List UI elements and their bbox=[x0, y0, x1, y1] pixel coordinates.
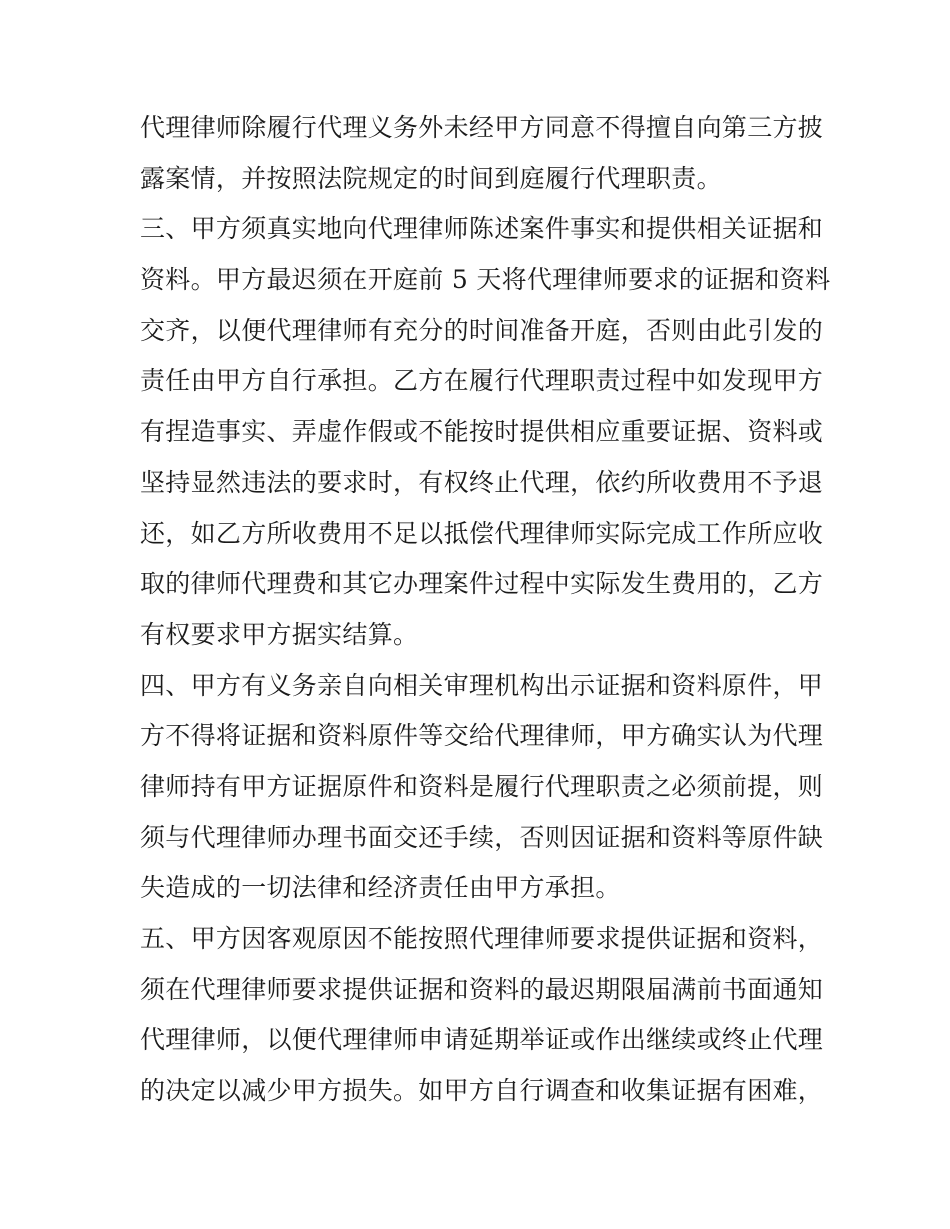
text-line: 代理律师除履行代理义务外未经甲方同意不得擅自向第三方披 bbox=[140, 113, 824, 142]
text-line: 资料。甲方最迟须在开庭前 5 天将代理律师要求的证据和资料 bbox=[140, 265, 831, 295]
text-line: 取的律师代理费和其它办理案件过程中实际发生费用的，乙方 bbox=[140, 569, 824, 599]
text-line: 有权要求甲方据实结算。 bbox=[140, 619, 419, 649]
text-line: 四、甲方有义务亲自向相关审理机构出示证据和资料原件，甲 bbox=[140, 670, 824, 700]
text-line: 代理律师，以便代理律师申请延期举证或作出继续或终止代理 bbox=[140, 1025, 824, 1055]
text-line: 的决定以减少甲方损失。如甲方自行调查和收集证据有困难， bbox=[140, 1076, 824, 1106]
text-line: 须在代理律师要求提供证据和资料的最迟期限届满前书面通知 bbox=[140, 974, 824, 1004]
text-line: 坚持显然违法的要求时，有权终止代理，依约所收费用不予退 bbox=[140, 467, 824, 497]
text-line: 须与代理律师办理书面交还手续，否则因证据和资料等原件缺 bbox=[140, 822, 824, 852]
text-line: 律师持有甲方证据原件和资料是履行代理职责之必须前提，则 bbox=[140, 771, 824, 801]
text-line: 三、甲方须真实地向代理律师陈述案件事实和提供相关证据和 bbox=[140, 214, 824, 244]
document-body bbox=[140, 103, 831, 1117]
text-line: 有捏造事实、弄虚作假或不能按时提供相应重要证据、资料或 bbox=[140, 417, 824, 447]
text-line: 责任由甲方自行承担。乙方在履行代理职责过程中如发现甲方 bbox=[140, 366, 824, 396]
text-line: 露案情，并按照法院规定的时间到庭履行代理职责。 bbox=[140, 163, 722, 193]
text-line: 五、甲方因客观原因不能按照代理律师要求提供证据和资料， bbox=[140, 924, 824, 953]
text-line: 方不得将证据和资料原件等交给代理律师，甲方确实认为代理 bbox=[140, 721, 824, 751]
text-line: 失造成的一切法律和经济责任由甲方承担。 bbox=[140, 873, 621, 903]
text-line: 还，如乙方所收费用不足以抵偿代理律师实际完成工作所应收 bbox=[140, 518, 824, 548]
text-line: 交齐，以便代理律师有充分的时间准备开庭，否则由此引发的 bbox=[140, 315, 824, 345]
